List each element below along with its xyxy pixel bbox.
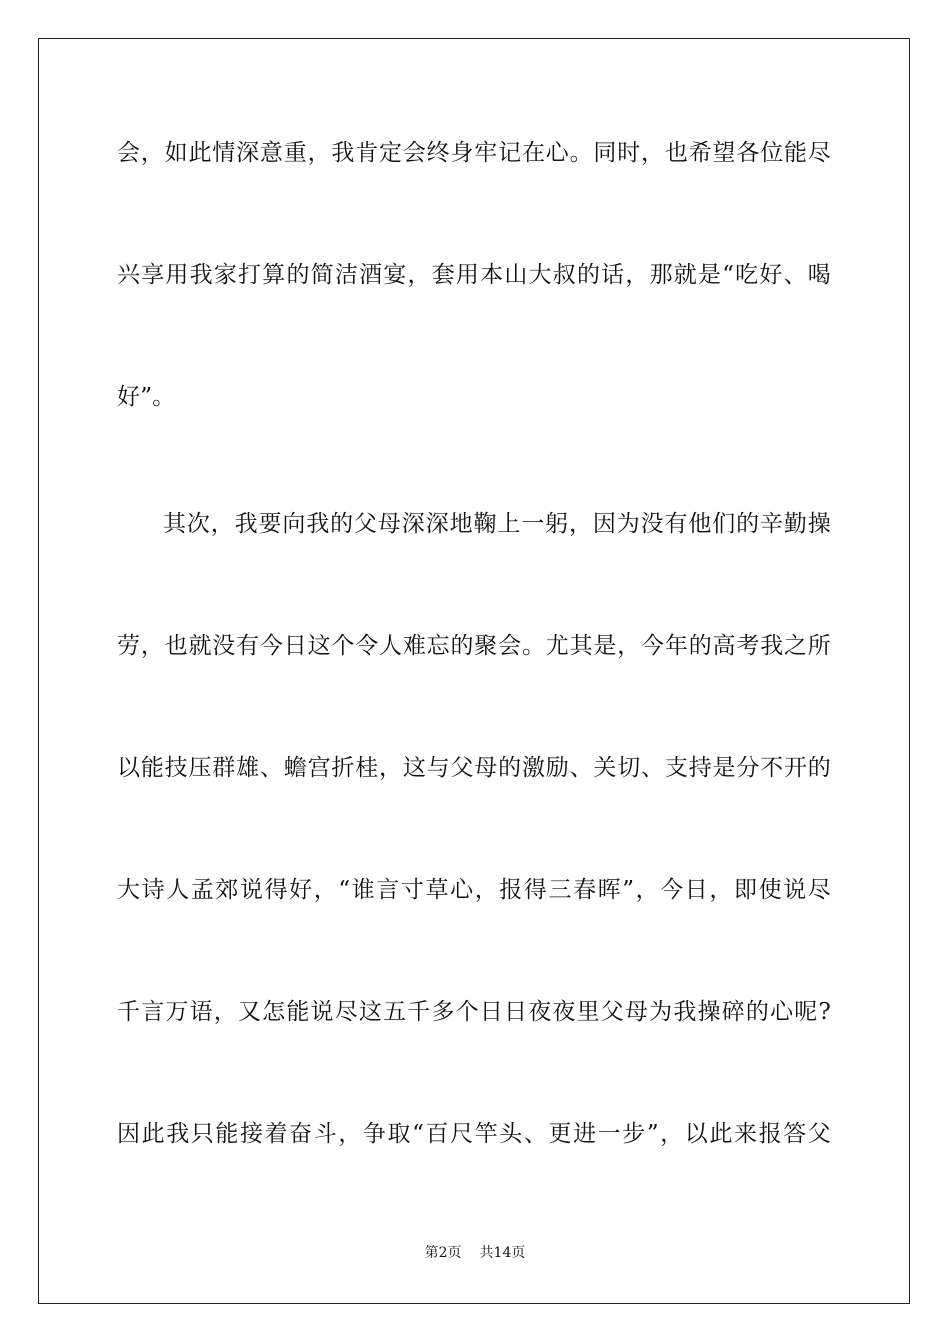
page-number: 第2页 [424,1245,462,1261]
body-line-3: 好”。 [117,384,176,410]
page-border [38,38,910,1304]
page-footer [0,1244,950,1262]
body-line-4: 其次，我要向我的父母深深地鞠上一躬，因为没有他们的辛勤操 [163,511,831,537]
body-line-2: 兴享用我家打算的简洁酒宴，套用本山大叔的话，那就是“吃好、喝 [117,262,831,288]
body-line-7: 大诗人孟郊说得好，“谁言寸草心，报得三春晖”，今日，即使说尽 [117,877,831,903]
page-total: 共14页 [479,1245,526,1261]
body-line-6: 以能技压群雄、蟾宫折桂，这与父母的激励、关切、支持是分不开的 [117,755,831,781]
body-line-8: 千言万语，又怎能说尽这五千多个日日夜夜里父母为我操碎的心呢? [117,999,831,1025]
body-line-5: 劳，也就没有今日这个令人难忘的聚会。尤其是，今年的高考我之所 [117,633,831,659]
body-line-9: 因此我只能接着奋斗，争取“百尺竿头、更进一步”，以此来报答父 [117,1121,831,1147]
body-line-1: 会，如此情深意重，我肯定会终身牢记在心。同时，也希望各位能尽 [117,140,831,166]
